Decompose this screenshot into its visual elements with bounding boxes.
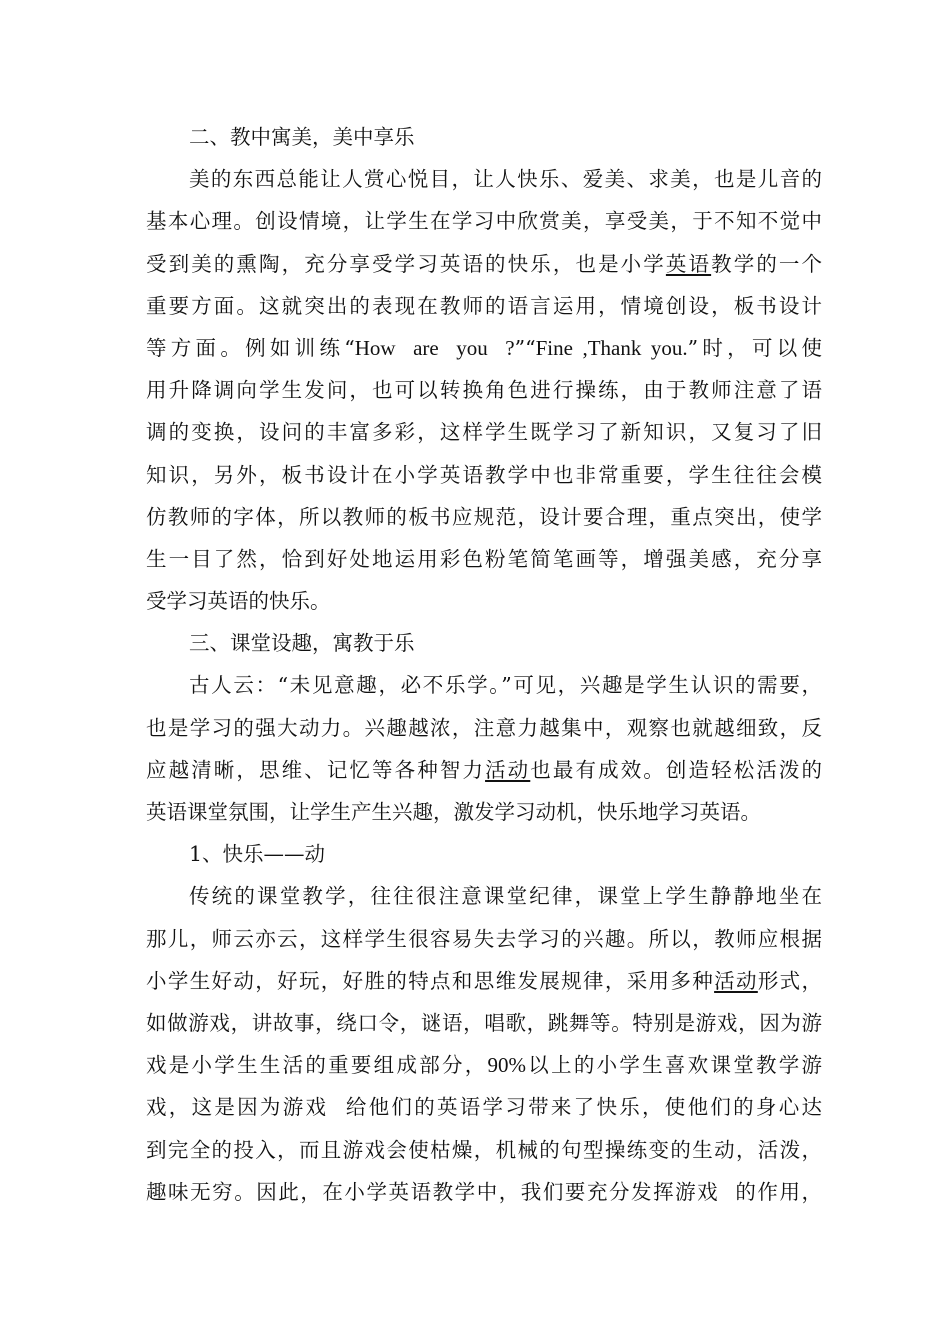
text-segment: ”“ (514, 335, 536, 360)
paragraph-line (146, 749, 822, 791)
text-segment: 小学生好动，好玩，好胜的特点和思维发展规律，采用多种 (146, 968, 715, 993)
section-heading-3: 三、课堂设趣，寓教于乐 (189, 631, 415, 656)
paragraph-line: 戏，这是因为游戏 给他们的英语学习带来了快乐，使他们的身心达 (146, 1095, 822, 1120)
paragraph-line: 仿教师的字体，所以教师的板书应规范，设计要合理，重点突出，使学 (146, 504, 822, 529)
text-segment: 也最有成效。创造轻松活泼的 (530, 757, 823, 782)
activity-link[interactable]: 活动 (485, 757, 531, 782)
paragraph-line: 英语课堂氛围，让学生产生兴趣，激发学习动机，快乐地学习英语。 (146, 800, 761, 824)
text-segment: 受到美的熏陶，充分享受学习英语的快乐，也是小学 (146, 251, 666, 276)
text-segment: 等方面。例如训练“ (146, 335, 355, 360)
paragraph-line: 基本心理。创设情境，让学生在学习中欣赏美，享受美，于不知不觉中 (146, 209, 822, 234)
paragraph-line (146, 960, 822, 1002)
english-phrase: Fine ,Thank you. (535, 335, 688, 360)
paragraph-line: 知识，另外，板书设计在小学英语教学中也非常重要，学生往往会模 (146, 462, 822, 487)
text-segment: 形式， (757, 968, 823, 993)
paragraph-line: 用升降调向学生发问，也可以转换角色进行操练，由于教师注意了语 (146, 378, 822, 403)
paragraph-line: 传统的课堂教学，往往很注意课堂纪律，课堂上学生静静地坐在 (189, 884, 822, 909)
paragraph-line: 趣味无穷。因此，在小学英语教学中，我们要充分发挥游戏 的作用， (146, 1179, 822, 1204)
sub-heading-1: 1、快乐——动 (189, 842, 326, 867)
english-link[interactable]: 英语 (665, 251, 712, 276)
paragraph-line (146, 243, 822, 285)
paragraph-line: 如做游戏，讲故事，绕口令，谜语，唱歌，跳舞等。特别是游戏，因为游 (146, 1010, 822, 1035)
percentage: 90% (487, 1053, 527, 1078)
paragraph-line (146, 327, 822, 369)
text-segment: 教学的一个 (711, 251, 823, 276)
paragraph-line (146, 1044, 822, 1086)
paragraph-line: 到完全的投入，而且游戏会使枯燥，机械的句型操练变的生动，活泼， (146, 1137, 822, 1162)
text-segment: ”时，可以使 (687, 335, 823, 360)
paragraph-line: 重要方面。这就突出的表现在教师的语言运用，情境创设，板书设计 (146, 293, 822, 318)
activity-link[interactable]: 活动 (714, 968, 758, 993)
paragraph-line: 也是学习的强大动力。兴趣越浓，注意力越集中，观察也就越细致，反 (146, 715, 822, 740)
paragraph-line: 调的变换，设问的丰富多彩，这样学生既学习了新知识，又复习了旧 (146, 420, 822, 445)
english-phrase: How are you ? (354, 335, 515, 360)
section-heading-2: 二、教中寓美，美中享乐 (189, 125, 415, 149)
paragraph-line: 那儿，师云亦云，这样学生很容易失去学习的兴趣。所以，教师应根据 (146, 926, 822, 951)
paragraph-line: 受学习英语的快乐。 (146, 589, 331, 614)
text-segment: 以上的小学生喜欢课堂教学游 (526, 1053, 823, 1078)
text-segment: 戏是小学生生活的重要组成部分， (146, 1053, 488, 1078)
text-segment: 应越清晰，思维、记忆等各种智力 (146, 757, 486, 782)
paragraph-line: 生一目了然，恰到好处地运用彩色粉笔简笔画等，增强美感，充分享 (146, 546, 822, 571)
paragraph-line: 美的东西总能让人赏心悦目，让人快乐、爱美、求美，也是儿音的 (189, 167, 822, 192)
paragraph-line: 古人云：“未见意趣，必不乐学。”可见，兴趣是学生认识的需要， (189, 673, 822, 698)
document-body (146, 116, 822, 1213)
